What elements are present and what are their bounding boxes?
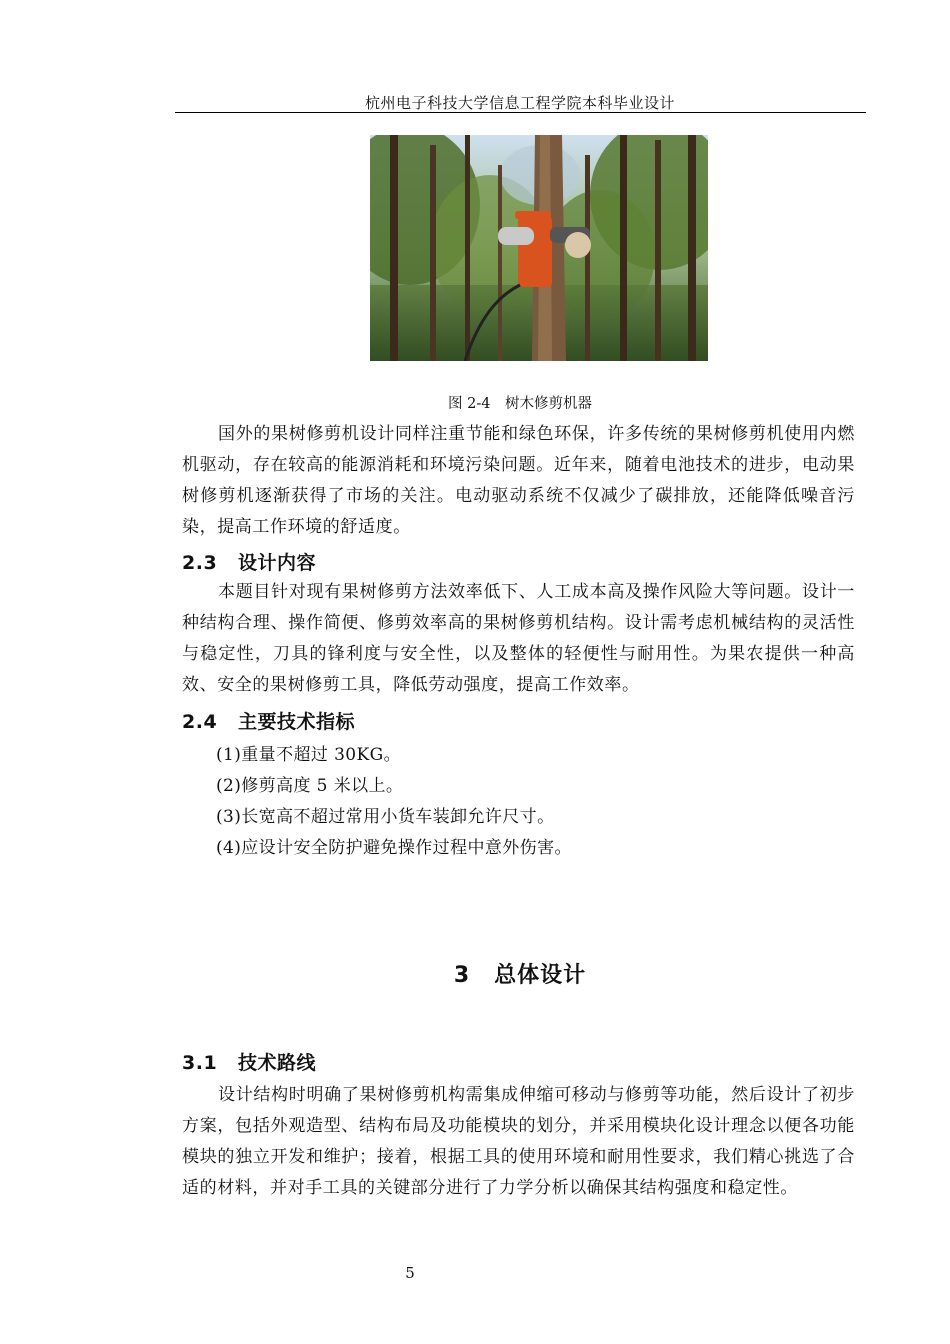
header-rule	[175, 112, 866, 113]
section-number: 2.4	[182, 711, 218, 733]
list-item: (4)应设计安全防护避免操作过程中意外伤害。	[216, 838, 572, 858]
section-heading-3-1	[182, 1048, 316, 1075]
section-number: 3.1	[182, 1052, 218, 1074]
chapter-title: 总体设计	[494, 963, 587, 988]
paragraph-design-content: 本题目针对现有果树修剪方法效率低下、人工成本高及操作风险大等问题。设计一种结构合理、操作简便、修剪效率高的果树修剪机结构。设计需考虑机械结构的灵活性与稳定性，刀具的锋利度与安全性，以及整体的轻便性与耐用性。为果农提供一种高效、安全的果树修剪工具，降低劳动强度，提高工作效率。	[182, 582, 855, 695]
section-title: 设计内容	[238, 552, 317, 574]
section-number: 2.3	[182, 552, 218, 574]
figure-image	[370, 135, 708, 361]
page-number: 5	[405, 1264, 415, 1282]
paragraph-intro: 国外的果树修剪机设计同样注重节能和绿色环保，许多传统的果树修剪机使用内燃机驱动，存在较高的能源消耗和环境污染问题。近年来，随着电池技术的进步，电动果树修剪机逐渐获得了市场的关注。电动驱动系统不仅减少了碳排放，还能降低噪音污染，提高工作环境的舒适度。	[182, 424, 855, 537]
page-header: 杭州电子科技大学信息工程学院本科毕业设计	[364, 94, 675, 112]
figure-caption: 图 2-4 树木修剪机器	[448, 396, 592, 412]
list-item: (3)长宽高不超过常用小货车装卸允许尺寸。	[216, 807, 555, 827]
section-title: 技术路线	[238, 1052, 317, 1074]
list-item: (1)重量不超过 30KG。	[216, 745, 401, 765]
chapter-number: 3	[453, 963, 471, 988]
section-heading-2-4	[182, 707, 355, 734]
list-item: (2)修剪高度 5 米以上。	[216, 776, 404, 796]
chapter-heading-3	[175, 958, 865, 989]
section-heading-2-3	[182, 548, 316, 575]
paragraph-tech-route: 设计结构时明确了果树修剪机构需集成伸缩可移动与修剪等功能，然后设计了初步方案，包括外观造型、结构布局及功能模块的划分，并采用模块化设计理念以便各功能模块的独立开发和维护；接着，根据工具的使用环境和耐用性要求，我们精心挑选了合适的材料，并对手工具的关键部分进行了力学分析以确保其结构强度和稳定性。	[182, 1085, 855, 1198]
section-title: 主要技术指标	[238, 711, 356, 733]
